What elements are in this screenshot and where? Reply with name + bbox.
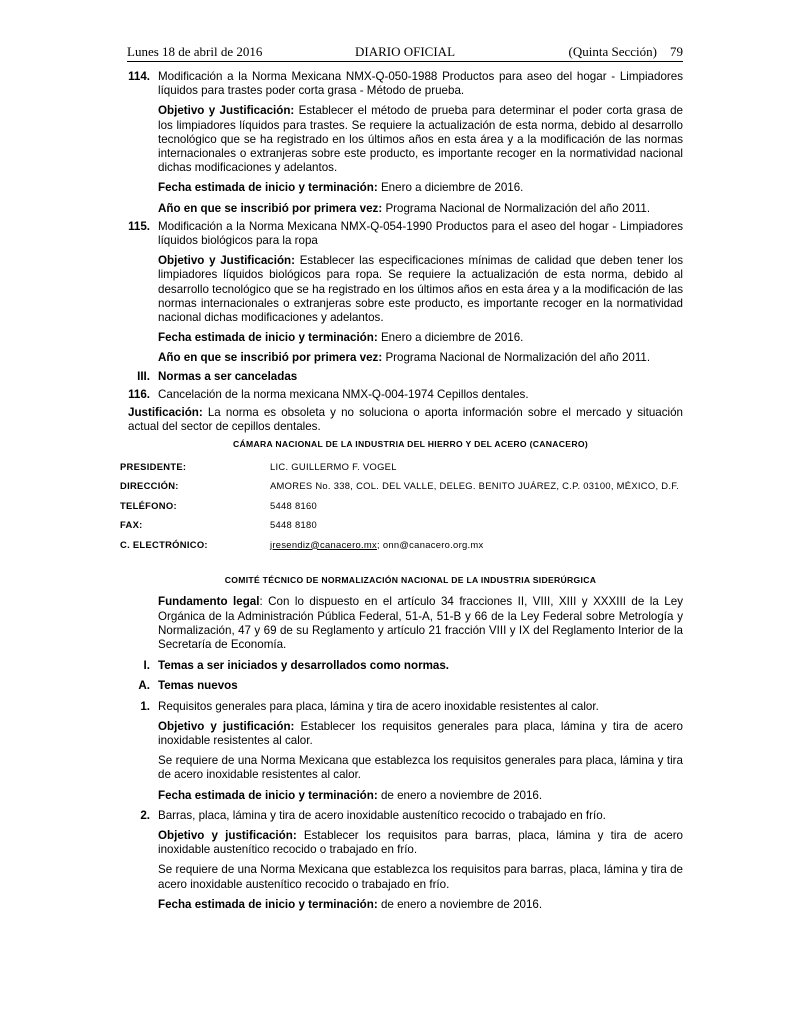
date-label: Fecha estimada de inicio y terminación: xyxy=(158,788,378,802)
president-label: PRESIDENTE: xyxy=(120,460,187,472)
header-date: Lunes 18 de abril de 2016 xyxy=(127,44,263,59)
email-separator: ; xyxy=(377,538,380,550)
legal-basis-label: Fundamento legal xyxy=(158,595,260,609)
section-title: Temas nuevos xyxy=(158,679,238,693)
objective-label: Objetivo y justificación: xyxy=(158,719,295,733)
directory-row-address xyxy=(120,479,791,493)
date-text: de enero a noviembre de 2016. xyxy=(380,897,543,911)
item-number: 2. xyxy=(140,808,150,822)
year-text: Programa Nacional de Normalización del año 2011. xyxy=(385,351,651,365)
item-number: 1. xyxy=(140,699,150,713)
address-label: DIRECCIÓN: xyxy=(120,480,179,492)
justification-label: Justificación: xyxy=(128,406,203,420)
item-title: Cancelación de la norma mexicana NMX-Q-004-1974 Cepillos dentales. xyxy=(158,387,529,401)
objective-text: Establecer los requisitos para barras, placa, lámina y tira de acero inoxidable austenítico recocido o trabajado en frío. xyxy=(158,829,683,857)
list-item-115 xyxy=(0,220,791,248)
date-paragraph xyxy=(158,181,683,195)
objective-paragraph xyxy=(158,829,683,857)
year-paragraph xyxy=(158,202,683,216)
section-title: Normas a ser canceladas xyxy=(158,369,298,383)
item-title: Modificación a la Norma Mexicana NMX-Q-054-1990 Productos para el aseo del hogar - Limpiadores líquidos biológicos para la ropa xyxy=(158,219,683,248)
directory-row-president xyxy=(120,460,791,474)
page-header xyxy=(127,44,683,62)
fax-value: 5448 8180 xyxy=(270,519,318,531)
phone-label: TELÉFONO: xyxy=(120,499,177,511)
president-value: LIC. GUILLERMO F. VOGEL xyxy=(270,460,397,472)
date-label: Fecha estimada de inicio y terminación: xyxy=(158,331,378,345)
date-label: Fecha estimada de inicio y terminación: xyxy=(158,897,378,911)
section-number: III. xyxy=(137,369,150,383)
address-value: AMORES No. 338, COL. DEL VALLE, DELEG. BENITO JUÁREZ, C.P. 03100, MÉXICO, D.F. xyxy=(270,480,680,492)
objective-text: Establecer las especificaciones mínimas de calidad que deben tener los limpiadores líquidos biológicos para ropa. Se requiere la actualización de esta norma, debido al desarrollo tecnológico que se ha registrado en los últimos años en esta área y a la modificación de las normas internacionales o extranjeras sobre este producto, es importante recoger en la normatividad nacional dichas modificaciones y adelantos. xyxy=(158,254,683,325)
directory xyxy=(0,460,791,552)
year-label: Año en que se inscribió por primera vez: xyxy=(158,201,383,215)
directory-row-fax xyxy=(120,518,791,532)
directory-row-phone xyxy=(120,499,791,513)
objective-paragraph xyxy=(158,254,683,325)
list-item-1 xyxy=(0,700,791,714)
date-paragraph xyxy=(158,331,683,345)
requirement-paragraph: Se requiere de una Norma Mexicana que establezca los requisitos para barras, placa, lámina y tira de acero inoxidable austenítico recocido o trabajado en frío. xyxy=(158,863,683,891)
item-title: Requisitos generales para placa, lámina y tira de acero inoxidable resistentes al calor. xyxy=(158,699,599,713)
header-section: (Quinta Sección) xyxy=(568,44,657,59)
section-number: A. xyxy=(138,679,150,693)
page-content xyxy=(0,70,791,912)
objective-paragraph xyxy=(158,720,683,748)
item-number: 116. xyxy=(128,387,150,401)
justification-text: La norma es obsoleta y no soluciona o aporta información sobre el mercado y situación actual del sector de cepillos dentales. xyxy=(128,406,683,434)
fax-label: FAX: xyxy=(120,519,143,531)
justification-paragraph xyxy=(128,406,683,434)
date-text: Enero a diciembre de 2016. xyxy=(380,331,524,345)
item-number: 115. xyxy=(128,219,150,233)
section-heading-a xyxy=(0,679,791,693)
date-paragraph xyxy=(158,789,683,803)
header-publication: DIARIO OFICIAL xyxy=(354,44,456,59)
committee-title: COMITÉ TÉCNICO DE NORMALIZACIÓN NACIONAL DE LA INDUSTRIA SIDERÚRGICA xyxy=(224,575,597,586)
organization-title: CÁMARA NACIONAL DE LA INDUSTRIA DEL HIERRO Y DEL ACERO (CANACERO) xyxy=(233,439,588,450)
list-item-2 xyxy=(0,809,791,823)
year-text: Programa Nacional de Normalización del año 2011. xyxy=(385,201,651,215)
date-label: Fecha estimada de inicio y terminación: xyxy=(158,181,378,195)
objective-paragraph xyxy=(158,104,683,175)
email-secondary: onn@canacero.org.mx xyxy=(382,538,484,550)
email-label: C. ELECTRÓNICO: xyxy=(120,538,208,550)
item-title: Barras, placa, lámina y tira de acero inoxidable austenítico recocido o trabajado en frío. xyxy=(158,808,606,822)
item-number: 114. xyxy=(128,70,150,83)
date-text: Enero a diciembre de 2016. xyxy=(380,181,524,195)
year-label: Año en que se inscribió por primera vez: xyxy=(158,351,383,365)
objective-text: Establecer el método de prueba para determinar el poder corta grasa de los limpiadores líquidos para trastes. Se requiere la actualización de esta norma, debido al desarrollo tecnológico que se ha registrado en los últimos años en esta área y a la modificación de las normas internacionales o extranjeras sobre este producto, es importante recoger en la normatividad nacional dichas modificaciones y adelantos. xyxy=(158,104,683,175)
legal-basis-text: : Con lo dispuesto en el artículo 34 fracciones II, VIII, XIII y XXXIII de la Ley Orgánica de la Administración Pública Federal, 51-A, 51-B y 66 de la Ley Federal sobre Metrología y Normalización, 47 y 69 de su Reglamento y artículo 21 fracción VIII y IX del Reglamento Interior de la Secretaría de Economía. xyxy=(158,595,683,651)
header-rule xyxy=(127,61,683,62)
year-paragraph xyxy=(158,351,683,365)
objective-label: Objetivo y Justificación: xyxy=(158,254,295,268)
section-title: Temas a ser iniciados y desarrollados como normas. xyxy=(158,659,450,673)
email-value xyxy=(270,538,690,552)
list-item-116 xyxy=(0,388,791,402)
section-number: I. xyxy=(143,659,150,673)
directory-row-email xyxy=(120,538,791,552)
objective-label: Objetivo y Justificación: xyxy=(158,104,295,118)
header-page-number: 79 xyxy=(670,44,683,59)
section-heading-iii xyxy=(0,370,791,384)
header-section-page xyxy=(569,44,683,60)
requirement-paragraph: Se requiere de una Norma Mexicana que establezca los requisitos generales para placa, lámina y tira de acero inoxidable resistentes al calor. xyxy=(158,754,683,782)
section-heading-i xyxy=(0,659,791,673)
email-link[interactable]: jresendiz@canacero.mx xyxy=(270,538,378,550)
phone-value: 5448 8160 xyxy=(270,499,318,511)
objective-label: Objetivo y justificación: xyxy=(158,829,297,843)
legal-basis-paragraph xyxy=(158,595,683,652)
date-text: de enero a noviembre de 2016. xyxy=(380,788,543,802)
date-paragraph xyxy=(158,898,683,912)
item-title: Modificación a la Norma Mexicana NMX-Q-050-1988 Productos para aseo del hogar - Limpiadores líquidos para trastes poder corta grasa - Método de prueba. xyxy=(158,70,683,98)
list-item-114 xyxy=(0,70,791,98)
objective-text: Establecer los requisitos generales para placa, lámina y tira de acero inoxidable resistentes al calor. xyxy=(158,719,683,747)
